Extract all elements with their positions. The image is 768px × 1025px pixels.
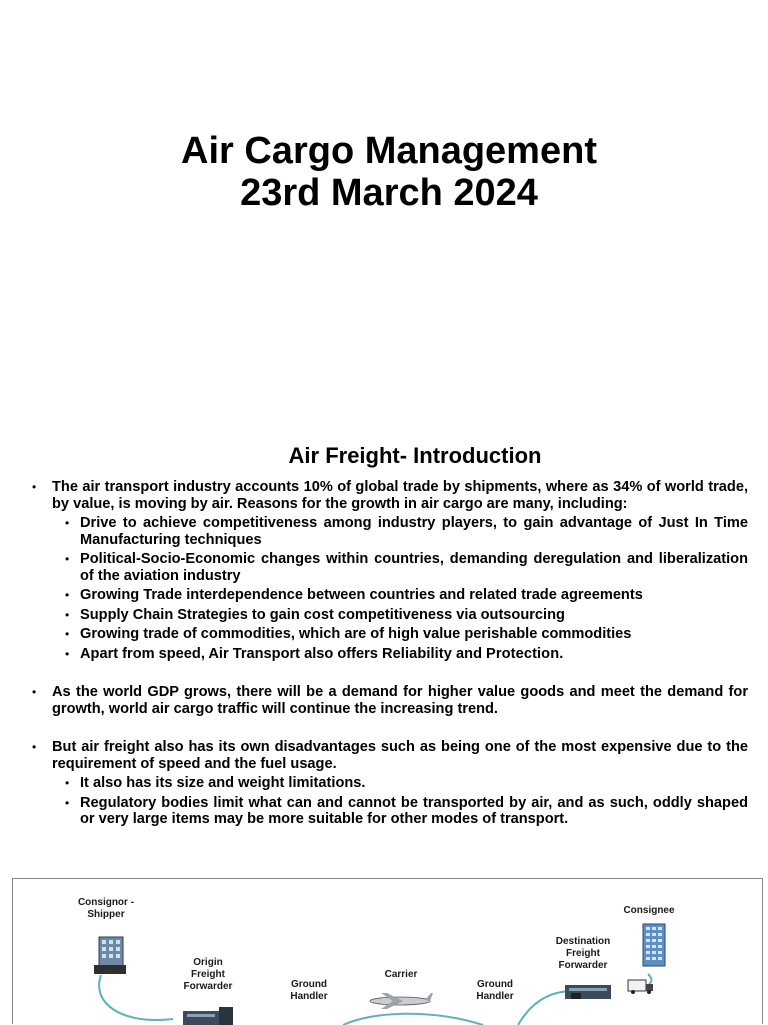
- sub-bullet-commodities: • Growing trade of commodities, which are of high value perishable commodities: [22, 626, 748, 643]
- label-consignor: Consignor - Shipper: [77, 897, 135, 920]
- bullet-world-gdp: • As the world GDP grows, there will be a demand for higher value goods and meet the demand for growth, world air cargo traffic will continue the increasing trend.: [22, 684, 748, 717]
- sub-bullet-regulatory: • Regulatory bodies limit what can and cannot be transported by air, and as such, oddly shaped or very large items may be more suitable for other modes of transport.: [22, 795, 748, 828]
- sub-bullet-reliability: [22, 646, 748, 663]
- airplane-icon: [367, 989, 433, 1011]
- sub-bullet-deregulation: • Political-Socio-Economic changes within countries, demanding deregulation and liberalization of the aviation industry: [22, 551, 748, 584]
- sub-bullet-size-weight: • It also has its size and weight limitations.: [22, 775, 748, 792]
- label-carrier: Carrier: [384, 969, 418, 980]
- slide-content: [22, 479, 748, 828]
- title-line-1: Air Cargo Management: [181, 130, 597, 172]
- flow-line-carrier: [343, 1014, 483, 1025]
- reliability-suffix: .: [559, 645, 564, 662]
- reliability-term: Reliability: [381, 645, 452, 662]
- air-cargo-flow-diagram: [12, 878, 763, 1024]
- tower-building-icon: [641, 923, 667, 967]
- label-consignee: Consignee: [623, 905, 675, 916]
- bullet-disadvantages: • But air freight also has its own disadvantages such as being one of the most expensive due to the requirement of speed and the fuel usage.: [22, 739, 748, 772]
- warehouse-icon: [563, 979, 613, 1001]
- delivery-truck-icon: [627, 977, 655, 995]
- title-block: [0, 130, 768, 214]
- sub-bullet-competitiveness: • Drive to achieve competitiveness among industry players, to gain advantage of Just In Time Manufacturing techniques: [22, 515, 748, 548]
- label-destination-freight-forwarder: Destination Freight Forwarder: [555, 936, 611, 971]
- label-origin-freight-forwarder: Origin Freight Forwarder: [183, 957, 233, 992]
- sub-bullet-supply-chain: • Supply Chain Strategies to gain cost competitiveness via outsourcing: [22, 607, 748, 624]
- slide-heading: Air Freight- Introduction: [288, 443, 542, 468]
- reliability-prefix: Apart from speed, Air Transport also offers: [80, 645, 382, 662]
- flow-line-origin: [99, 975, 173, 1020]
- reliability-mid: and: [451, 645, 487, 662]
- protection-term: Protection: [486, 645, 560, 662]
- sub-bullet-trade-interdependence: • Growing Trade interdependence between countries and related trade agreements: [22, 587, 748, 604]
- label-ground-handler-2: Ground Handler: [476, 979, 514, 1002]
- bullet-global-trade: • The air transport industry accounts 10% of global trade by shipments, where as 34% of world trade, by value, is moving by air. Reasons for the growth in air cargo are many, including:: [22, 479, 748, 512]
- title-line-2: 23rd March 2024: [240, 172, 538, 214]
- label-ground-handler-1: Ground Handler: [290, 979, 328, 1002]
- warehouse-truck-icon: [181, 1005, 237, 1025]
- office-building-icon: [93, 935, 127, 975]
